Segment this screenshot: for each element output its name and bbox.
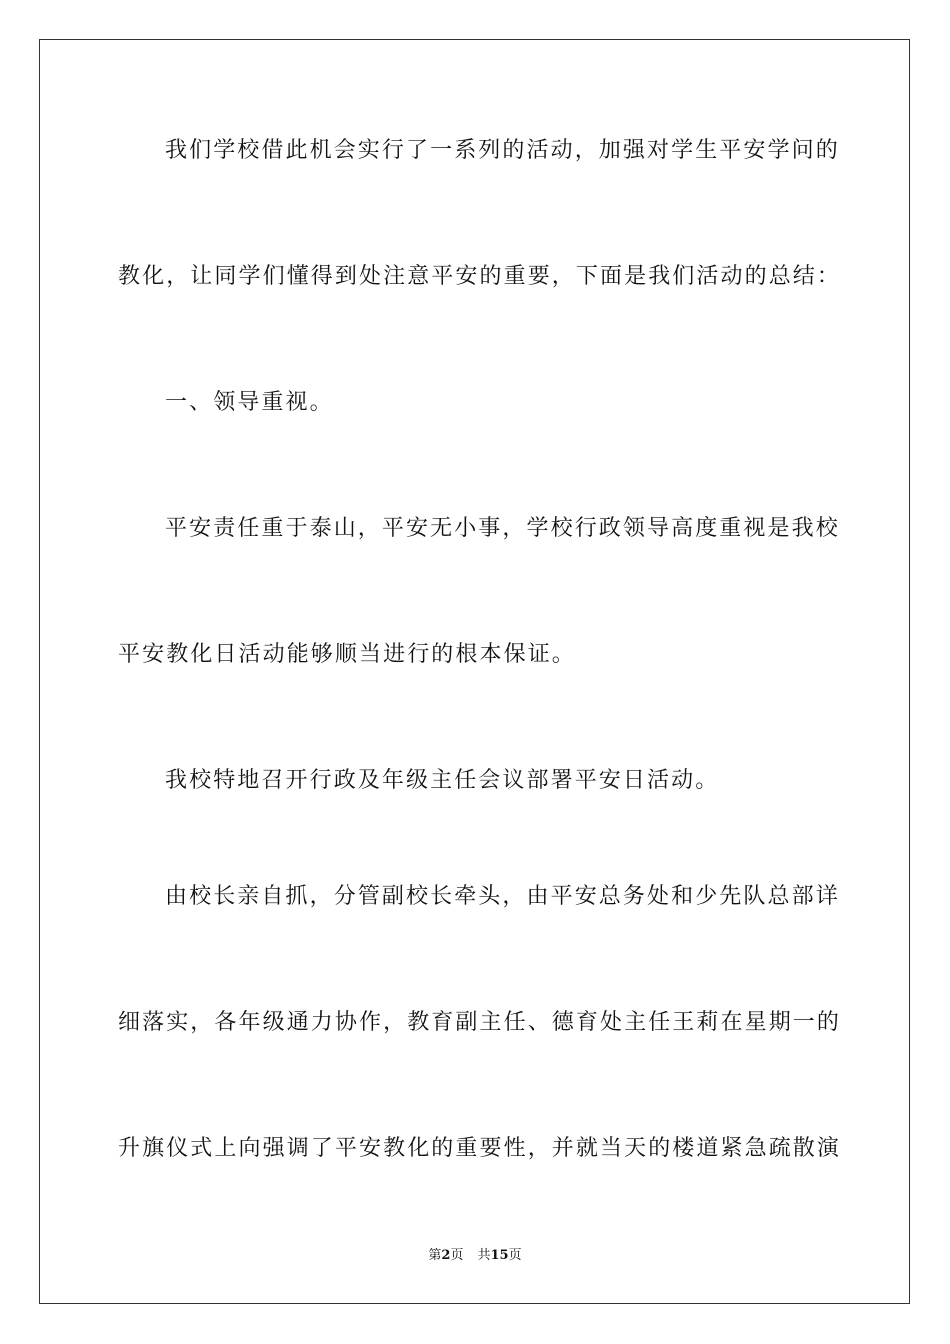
section-heading: 一、领导重视。 [165,390,334,415]
paragraph-line-7: 细落实，各年级通力协作，教育副主任、德育处主任王莉在星期一的 [118,1010,842,1035]
paragraph-line-5: 我校特地召开行政及年级主任会议部署平安日活动。 [165,768,720,793]
footer-page-number: 2 [441,1248,451,1263]
page-border [39,39,910,1304]
paragraph-line-1: 我们学校借此机会实行了一系列的活动，加强对学生平安学问的 [165,138,840,163]
paragraph-line-2: 教化，让同学们懂得到处注意平安的重要，下面是我们活动的总结： [118,264,842,289]
paragraph-line-3: 平安责任重于泰山，平安无小事，学校行政领导高度重视是我校 [165,516,840,541]
paragraph-line-4: 平安教化日活动能够顺当进行的根本保证。 [118,642,576,667]
footer-total-suffix: 页 [508,1248,522,1263]
footer-page-suffix: 页 [450,1248,464,1263]
paragraph-line-6: 由校长亲自抓，分管副校长牵头，由平安总务处和少先队总部详 [165,884,840,909]
page-footer [0,1247,950,1265]
paragraph-line-8: 升旗仪式上向强调了平安教化的重要性，并就当天的楼道紧急疏散演 [118,1136,842,1161]
footer-total-pages: 15 [490,1248,509,1263]
footer-page-prefix: 第 [428,1248,442,1263]
footer-total-prefix: 共 [477,1248,491,1263]
